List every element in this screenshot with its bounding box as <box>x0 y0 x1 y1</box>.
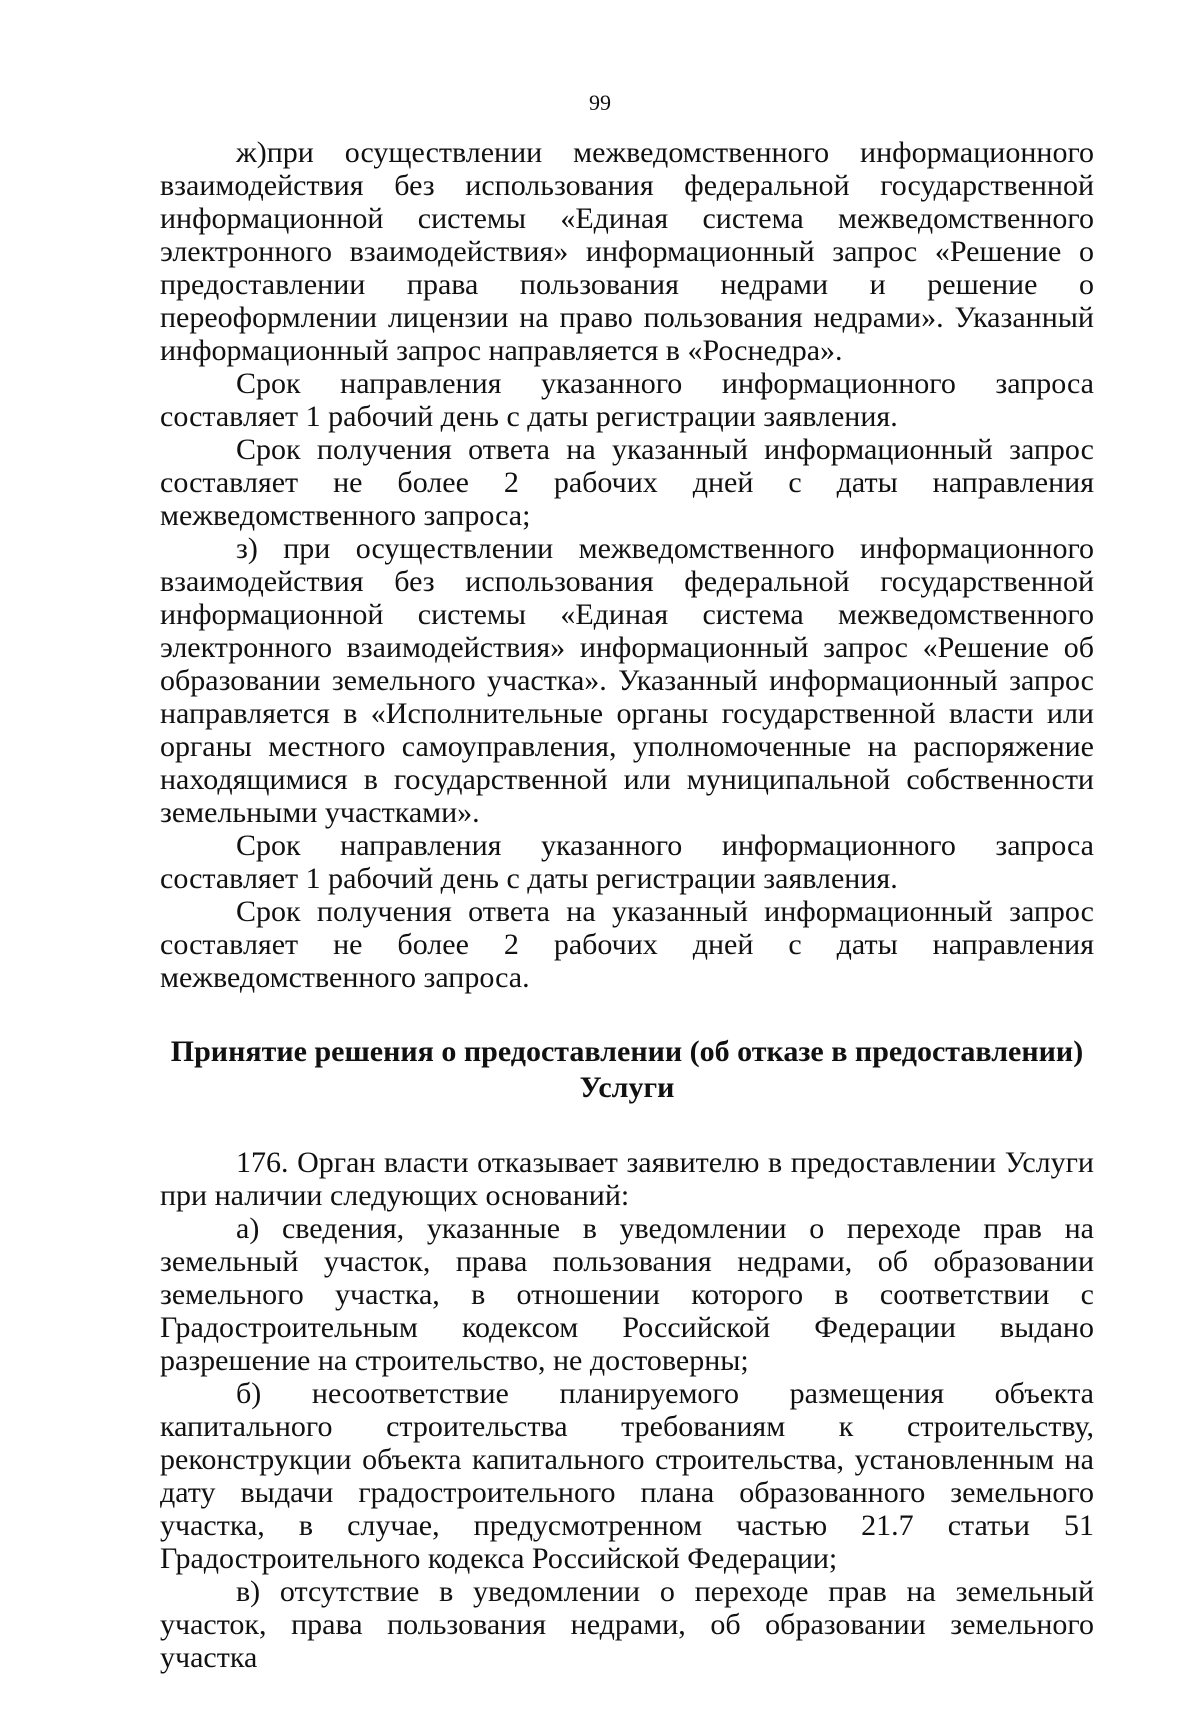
paragraph-z-deadline-response: Срок получения ответа на указанный информационный запрос составляет не более 2 рабочих дней с даты направления межведомственного запроса. <box>160 895 1094 994</box>
paragraph-b: б) несоответствие планируемого размещения объекта капитального строительства требованиям к строительству, реконструкции объекта капитального строительства, установленным на дату выдачи градостроительного плана образованного земельного участка, в случае, предусмотренном частью 21.7 статьи 51 Градостроительного кодекса Российской Федерации; <box>160 1377 1094 1575</box>
section-heading-line-1: Принятие решения о предоставлении (об отказе в предоставлении) <box>170 1035 1084 1068</box>
paragraph-z-deadline-send: Срок направления указанного информационного запроса составляет 1 рабочий день с даты регистрации заявления. <box>160 829 1094 895</box>
paragraph-v: в) отсутствие в уведомлении о переходе прав на земельный участок, права пользования недрами, об образовании земельного участка <box>160 1575 1094 1674</box>
page-number: 99 <box>589 90 611 115</box>
section-heading-line-2: Услуги <box>579 1071 675 1104</box>
paragraph-zh-deadline-send: Срок направления указанного информационного запроса составляет 1 рабочий день с даты регистрации заявления. <box>160 367 1094 433</box>
paragraph-176: 176. Орган власти отказывает заявителю в предоставлении Услуги при наличии следующих оснований: <box>160 1146 1094 1212</box>
section-heading <box>160 1034 1094 1106</box>
paragraph-zh-deadline-response: Срок получения ответа на указанный информационный запрос составляет не более 2 рабочих дней с даты направления межведомственного запроса; <box>160 433 1094 532</box>
document-body <box>160 136 1094 1674</box>
paragraph-z: з) при осуществлении межведомственного информационного взаимодействия без использования федеральной государственной информационной системы «Единая система межведомственного электронного взаимодействия» информационный запрос «Решение об образовании земельного участка». Указанный информационный запрос направляется в «Исполнительные органы государственной власти или органы местного самоуправления, уполномоченные на распоряжение находящимися в государственной или муниципальной собственности земельными участками». <box>160 532 1094 829</box>
paragraph-a: а) сведения, указанные в уведомлении о переходе прав на земельный участок, права пользования недрами, об образовании земельного участка, в отношении которого в соответствии с Градостроительным кодексом Российской Федерации выдано разрешение на строительство, не достоверны; <box>160 1212 1094 1377</box>
paragraph-zh: ж)при осуществлении межведомственного информационного взаимодействия без использования федеральной государственной информационной системы «Единая система межведомственного электронного взаимодействия» информационный запрос «Решение о предоставлении права пользования недрами и решение о переоформлении лицензии на право пользования недрами». Указанный информационный запрос направляется в «Роснедра». <box>160 136 1094 367</box>
